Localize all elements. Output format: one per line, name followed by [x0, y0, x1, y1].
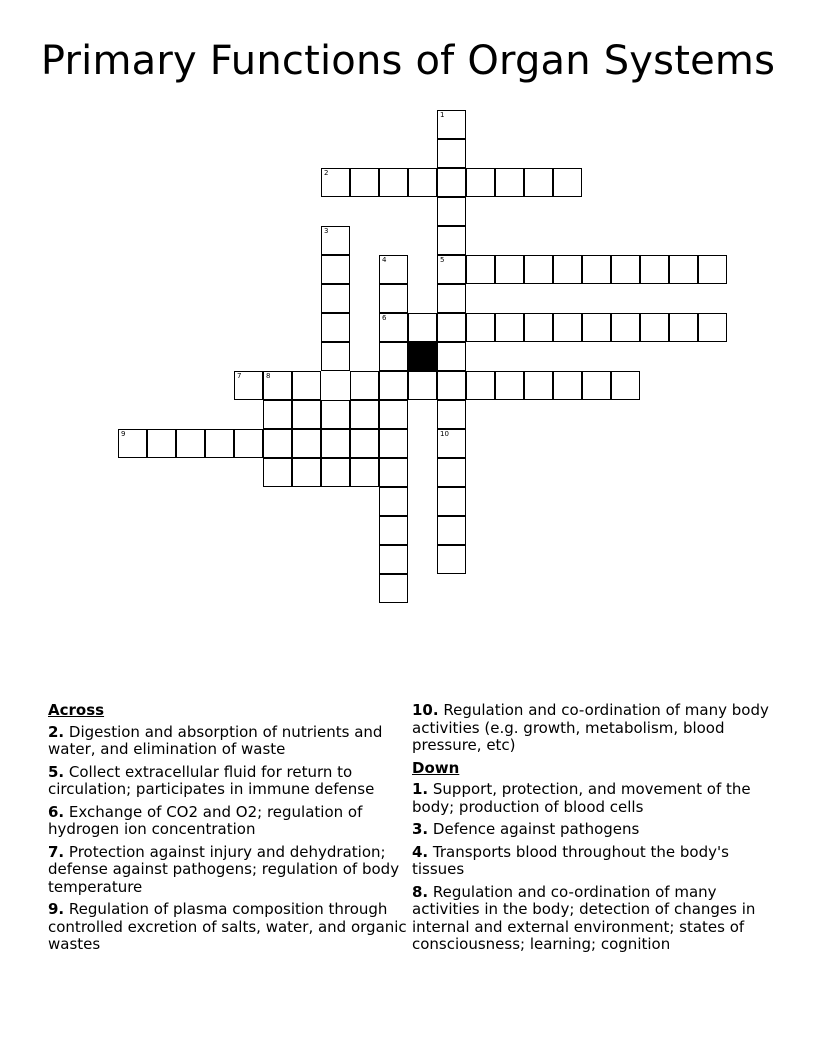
across-clue — [48, 844, 410, 897]
grid-cell[interactable] — [437, 371, 466, 400]
down-clue-list — [412, 781, 784, 954]
grid-cell[interactable] — [321, 284, 350, 313]
clue-text: Regulation and co-ordination of many body activities (e.g. growth, metabolism, blood pressure, etc) — [412, 701, 769, 754]
grid-cell[interactable] — [495, 313, 524, 342]
clue-text: Protection against injury and dehydration; defense against pathogens; regulation of body temperature — [48, 842, 400, 896]
grid-cell[interactable] — [611, 371, 640, 400]
grid-cell[interactable] — [466, 313, 495, 342]
clue-text: Regulation of plasma composition through controlled excretion of salts, water, and organic wastes — [48, 900, 407, 953]
clue-number-label: 3. — [412, 820, 429, 838]
grid-cell[interactable] — [379, 458, 408, 487]
grid-cell[interactable] — [350, 458, 379, 487]
grid-cell[interactable] — [379, 342, 408, 371]
clue-number: 6 — [382, 314, 387, 322]
down-clue — [412, 844, 784, 879]
grid-cell[interactable] — [205, 429, 234, 458]
clue-number: 8 — [266, 372, 271, 380]
clue-number: 1 — [440, 111, 445, 119]
clues-right-column — [412, 702, 784, 959]
grid-cell[interactable] — [437, 400, 466, 429]
grid-cell[interactable] — [466, 371, 495, 400]
grid-cell[interactable] — [408, 371, 437, 400]
grid-cell[interactable] — [437, 139, 466, 168]
grid-cell[interactable] — [582, 255, 611, 284]
clue-number: 4 — [382, 256, 387, 264]
grid-cell[interactable] — [292, 429, 321, 458]
grid-cell[interactable] — [437, 545, 466, 574]
down-clue — [412, 781, 784, 816]
grid-cell[interactable] — [553, 313, 582, 342]
grid-cell[interactable] — [147, 429, 176, 458]
grid-cell[interactable] — [379, 255, 408, 284]
grid-cell[interactable] — [321, 342, 350, 371]
grid-cell[interactable] — [292, 400, 321, 429]
grid-cell[interactable] — [379, 400, 408, 429]
grid-cell[interactable] — [437, 168, 466, 197]
grid-cell[interactable] — [379, 545, 408, 574]
clue-number: 9 — [121, 430, 126, 438]
grid-cell[interactable] — [379, 574, 408, 603]
grid-cell[interactable] — [408, 313, 437, 342]
grid-cell[interactable] — [437, 487, 466, 516]
grid-cell[interactable] — [321, 429, 350, 458]
clue-text: Collect extracellular fluid for return to circulation; participates in immune defense — [48, 762, 375, 798]
clue-text: Support, protection, and movement of the body; production of blood cells — [412, 780, 751, 816]
across-clue — [48, 804, 410, 839]
clue-number: 10 — [440, 430, 449, 438]
grid-cell[interactable] — [466, 168, 495, 197]
grid-cell[interactable] — [379, 284, 408, 313]
grid-cell[interactable] — [524, 255, 553, 284]
grid-cell[interactable] — [495, 255, 524, 284]
grid-cell[interactable] — [350, 400, 379, 429]
clue-text: Digestion and absorption of nutrients and water, and elimination of waste — [48, 722, 383, 758]
grid-cell[interactable] — [350, 371, 379, 400]
clue-text: Regulation and co-ordination of many activities in the body; detection of changes in internal and external environment; states of consciousness; learning; cognition — [412, 882, 756, 953]
grid-cell[interactable] — [640, 313, 669, 342]
grid-cell[interactable] — [669, 255, 698, 284]
grid-cell[interactable] — [321, 168, 350, 197]
grid-cell[interactable] — [263, 400, 292, 429]
puzzle-title: Primary Functions of Organ Systems — [40, 38, 776, 84]
grid-cell[interactable] — [379, 487, 408, 516]
clue-number-label: 1. — [412, 780, 429, 798]
grid-cell[interactable] — [350, 429, 379, 458]
across-clue — [48, 764, 410, 799]
grid-cell[interactable] — [379, 313, 408, 342]
grid-cell[interactable] — [321, 400, 350, 429]
clue-number: 7 — [237, 372, 242, 380]
grid-cell[interactable] — [611, 313, 640, 342]
grid-cell[interactable] — [321, 255, 350, 284]
grid-cell[interactable] — [553, 255, 582, 284]
grid-cell[interactable] — [292, 371, 321, 400]
grid-cell[interactable] — [524, 371, 553, 400]
grid-cell[interactable] — [379, 371, 408, 400]
grid-cell[interactable] — [640, 255, 669, 284]
grid-cell[interactable] — [437, 226, 466, 255]
grid-cell[interactable] — [582, 313, 611, 342]
clue-text: Transports blood throughout the body's tissues — [412, 842, 729, 878]
clue-text: Defence against pathogens — [428, 820, 640, 838]
grid-cell[interactable] — [379, 429, 408, 458]
black-square — [408, 342, 437, 371]
grid-cell[interactable] — [437, 516, 466, 545]
grid-cell[interactable] — [437, 197, 466, 226]
grid-cell[interactable] — [292, 458, 321, 487]
down-clue — [412, 884, 784, 954]
clue-number-label: 6. — [48, 802, 65, 821]
clues-left-column — [48, 702, 410, 959]
grid-cell[interactable] — [379, 516, 408, 545]
grid-cell[interactable] — [437, 342, 466, 371]
clue-number: 5 — [440, 256, 445, 264]
grid-cell[interactable] — [698, 313, 727, 342]
grid-cell[interactable] — [437, 110, 466, 139]
grid-cell[interactable] — [582, 371, 611, 400]
grid-cell[interactable] — [263, 458, 292, 487]
across-clue — [48, 901, 410, 954]
clue-number-label: 5. — [48, 762, 65, 781]
grid-cell[interactable] — [524, 168, 553, 197]
across-clue — [48, 724, 410, 759]
grid-cell[interactable] — [321, 458, 350, 487]
across-clue — [412, 702, 784, 755]
grid-cell[interactable] — [234, 371, 263, 400]
down-heading: Down — [412, 758, 460, 777]
clue-number: 3 — [324, 227, 329, 235]
across-heading: Across — [48, 701, 105, 719]
across-clue-list — [48, 724, 410, 954]
grid-cell[interactable] — [437, 429, 466, 458]
grid-cell[interactable] — [437, 458, 466, 487]
grid-cell[interactable] — [379, 168, 408, 197]
grid-cell[interactable] — [524, 313, 553, 342]
clue-number-label: 10. — [412, 701, 439, 719]
grid-cell[interactable] — [234, 429, 263, 458]
clue-number-label: 4. — [412, 842, 429, 861]
clue-number-label: 7. — [48, 842, 65, 861]
grid-cell[interactable] — [698, 255, 727, 284]
grid-cell[interactable] — [263, 429, 292, 458]
across-clue-list-continued — [412, 702, 784, 755]
down-clue — [412, 821, 784, 839]
grid-cell[interactable] — [495, 168, 524, 197]
grid-cell[interactable] — [437, 313, 466, 342]
grid-cell[interactable] — [321, 313, 350, 342]
grid-cell[interactable] — [118, 429, 147, 458]
grid-cell[interactable] — [553, 371, 582, 400]
grid-cell[interactable] — [263, 371, 292, 400]
grid-cell[interactable] — [611, 255, 640, 284]
clue-number-label: 2. — [48, 722, 65, 741]
grid-cell[interactable] — [466, 255, 495, 284]
grid-cell[interactable] — [437, 284, 466, 313]
grid-cell[interactable] — [321, 226, 350, 255]
grid-cell[interactable] — [437, 255, 466, 284]
grid-cell[interactable] — [408, 168, 437, 197]
clue-text: Exchange of CO2 and O2; regulation of hydrogen ion concentration — [48, 802, 363, 838]
grid-cell[interactable] — [553, 168, 582, 197]
clue-number-label: 9. — [48, 900, 65, 918]
grid-cell[interactable] — [669, 313, 698, 342]
grid-cell[interactable] — [176, 429, 205, 458]
grid-cell[interactable] — [495, 371, 524, 400]
clue-number-label: 8. — [412, 882, 429, 901]
clue-number: 2 — [324, 169, 329, 177]
grid-cell[interactable] — [350, 168, 379, 197]
